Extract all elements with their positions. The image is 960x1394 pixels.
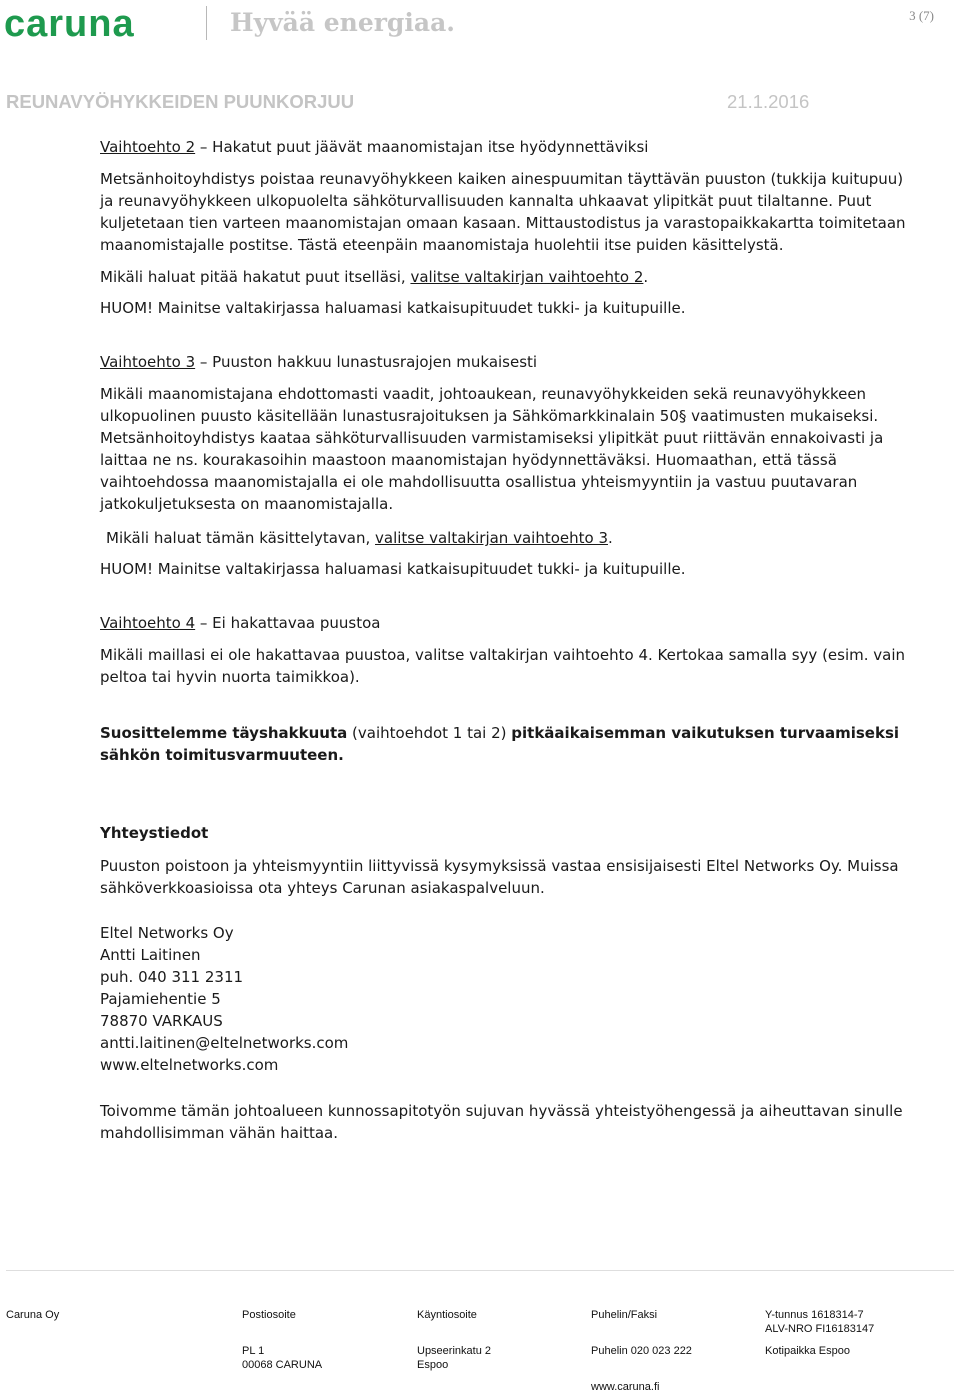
footer-company: Caruna Oy [6, 1309, 60, 1321]
option-2-choice-link: valitse valtakirjan vaihtoehto 2 [410, 268, 644, 286]
contact-person: Antti Laitinen [100, 946, 201, 964]
contact-heading: Yhteystiedot [100, 824, 209, 842]
option-2-choice-end: . [643, 268, 649, 286]
footer-business-id: Y-tunnus 1618314-7 [765, 1309, 864, 1321]
contact-city: 78870 VARKAUS [100, 1012, 223, 1030]
option-3-choice [100, 527, 912, 549]
footer-website[interactable]: www.caruna.fi [591, 1381, 660, 1393]
contact-website: www.eltelnetworks.com [100, 1056, 279, 1074]
footer-domicile: Kotipaikka Espoo [765, 1345, 850, 1357]
footer-phone-value: Puhelin 020 023 222 [591, 1345, 692, 1357]
recommendation-reason: pitkäaikaisemman vaikutuksen turvaamiseksi sähkön toimitusvarmuuteen. [100, 724, 900, 764]
option-3-choice-end: . [607, 529, 613, 547]
page-footer [6, 1308, 946, 1393]
option-3-choice-link: valitse valtakirjan vaihtoehto 3 [375, 529, 608, 547]
option-2-label: Vaihtoehto 2 [100, 138, 196, 156]
option-3-heading [100, 351, 912, 373]
page-number: 3 (7) [909, 8, 934, 23]
footer-visit-line1: Upseerinkatu 2 [417, 1345, 491, 1357]
recommendation-options: (vaihtoehdot 1 tai 2) [347, 724, 512, 742]
option-2-note: HUOM! Mainitse valtakirjassa haluamasi katkaisupituudet tukki- ja kuitupuille. [100, 299, 686, 317]
option-3-choice-text: Mikäli haluat tämän käsittelytavan, [106, 529, 376, 547]
contact-phone: puh. 040 311 2311 [100, 968, 244, 986]
footer-postal-line2: 00068 CARUNA [242, 1359, 323, 1371]
contact-street: Pajamiehentie 5 [100, 990, 221, 1008]
footer-vat-number: ALV-NRO FI16183147 [765, 1323, 875, 1335]
document-body [100, 134, 912, 1144]
option-4-title: – Ei hakattavaa puustoa [195, 614, 381, 632]
footer-postal-label: Postiosoite [242, 1309, 296, 1321]
closing-paragraph: Toivomme tämän johtoalueen kunnossapitotyön sujuvan hyvässä yhteistyöhengessä ja aiheuttavan sinulle mahdollisimman vähän haittaa. [100, 1102, 903, 1142]
option-2-title: – Hakatut puut jäävät maanomistajan itse hyödynnettäviksi [195, 138, 649, 156]
header-divider [206, 6, 207, 40]
option-4-heading [100, 612, 912, 634]
recommendation-lead: Suosittelemme täyshakkuuta [100, 724, 348, 742]
contact-email: antti.laitinen@eltelnetworks.com [100, 1034, 349, 1052]
footer-phone-label: Puhelin/Faksi [591, 1309, 658, 1321]
option-3-paragraph: Mikäli maanomistajana ehdottomasti vaadit, johtoaukean, reunavyöhykkeiden sekä reunavyöhykkeen ulkopuolinen puusto käsitellään lunastusrajoituksen ja Sähkömarkkinalain 50§ vaatimusten mukaiseksi. Metsänhoitoyhdistys kaataa sähköturvallisuuden varmistamiseksi ylipitkät puut riittävän ennakoivasti ja laittaa ne ns. kourakasoihin maastoon maanomistajan hyödynnettäväksi. Huomaathan, että tässä vaihtoehdossa maanomistajalla ei ole mahdollisuutta osallistua yhteismyyntiin ja vastuu puutavaran jatkokuljetuksesta on maanomistajalla. [100, 385, 884, 513]
option-2-choice [100, 266, 912, 288]
option-4-paragraph: Mikäli maillasi ei ole hakattavaa puustoa, valitse valtakirjan vaihtoehto 4. Kertokaa samalla syy (esim. vain peltoa tai hyvin nuorta taimikkoa). [100, 646, 906, 686]
option-2-heading [100, 136, 912, 158]
footer-postal-line1: PL 1 [242, 1345, 265, 1357]
option-4-label: Vaihtoehto 4 [100, 614, 196, 632]
option-2-paragraph: Metsänhoitoyhdistys poistaa reunavyöhykkeen kaiken ainespuumitan täyttävän puuston (tukkija kuitupuu) ja reunavyöhykkeen ulkopuolelta sähköturvallisuuden kannalta uhkaavat ylipitkät puut tilaltanne. Puut kuljetetaan tien varteen maanomistajan omaan kasaan. Mittaustodistus ja varastopaikkakartta toimitetaan maanomistajalle postitse. Tästä eteenpäin maanomistaja huolehtii itse puiden käsittelystä. [100, 170, 906, 254]
option-2-choice-text: Mikäli haluat pitää hakatut puut itselläsi, [100, 268, 411, 286]
footer-visit-line2: Espoo [417, 1359, 449, 1371]
footer-divider [6, 1270, 954, 1271]
recommendation [100, 722, 912, 766]
caruna-logo: caruna [4, 3, 135, 45]
option-3-label: Vaihtoehto 3 [100, 353, 196, 371]
contact-company: Eltel Networks Oy [100, 924, 234, 942]
option-3-note: HUOM! Mainitse valtakirjassa haluamasi katkaisupituudet tukki- ja kuitupuille. [100, 560, 686, 578]
footer-visit-label: Käyntiosoite [417, 1309, 477, 1321]
document-date: 21.1.2016 [727, 91, 810, 112]
contact-address [100, 922, 912, 1076]
contact-paragraph: Puuston poistoon ja yhteismyyntiin liittyvissä kysymyksissä vastaa ensisijaisesti Eltel Networks Oy. Muissa sähköverkkoasioissa ota yhteys Carunan asiakaspalveluun. [100, 857, 899, 897]
option-3-title: – Puuston hakkuu lunastusrajojen mukaisesti [195, 353, 538, 371]
header-tagline: Hyvää energiaa. [230, 8, 456, 37]
document-title: REUNAVYÖHYKKEIDEN PUUNKORJUU [6, 91, 355, 112]
